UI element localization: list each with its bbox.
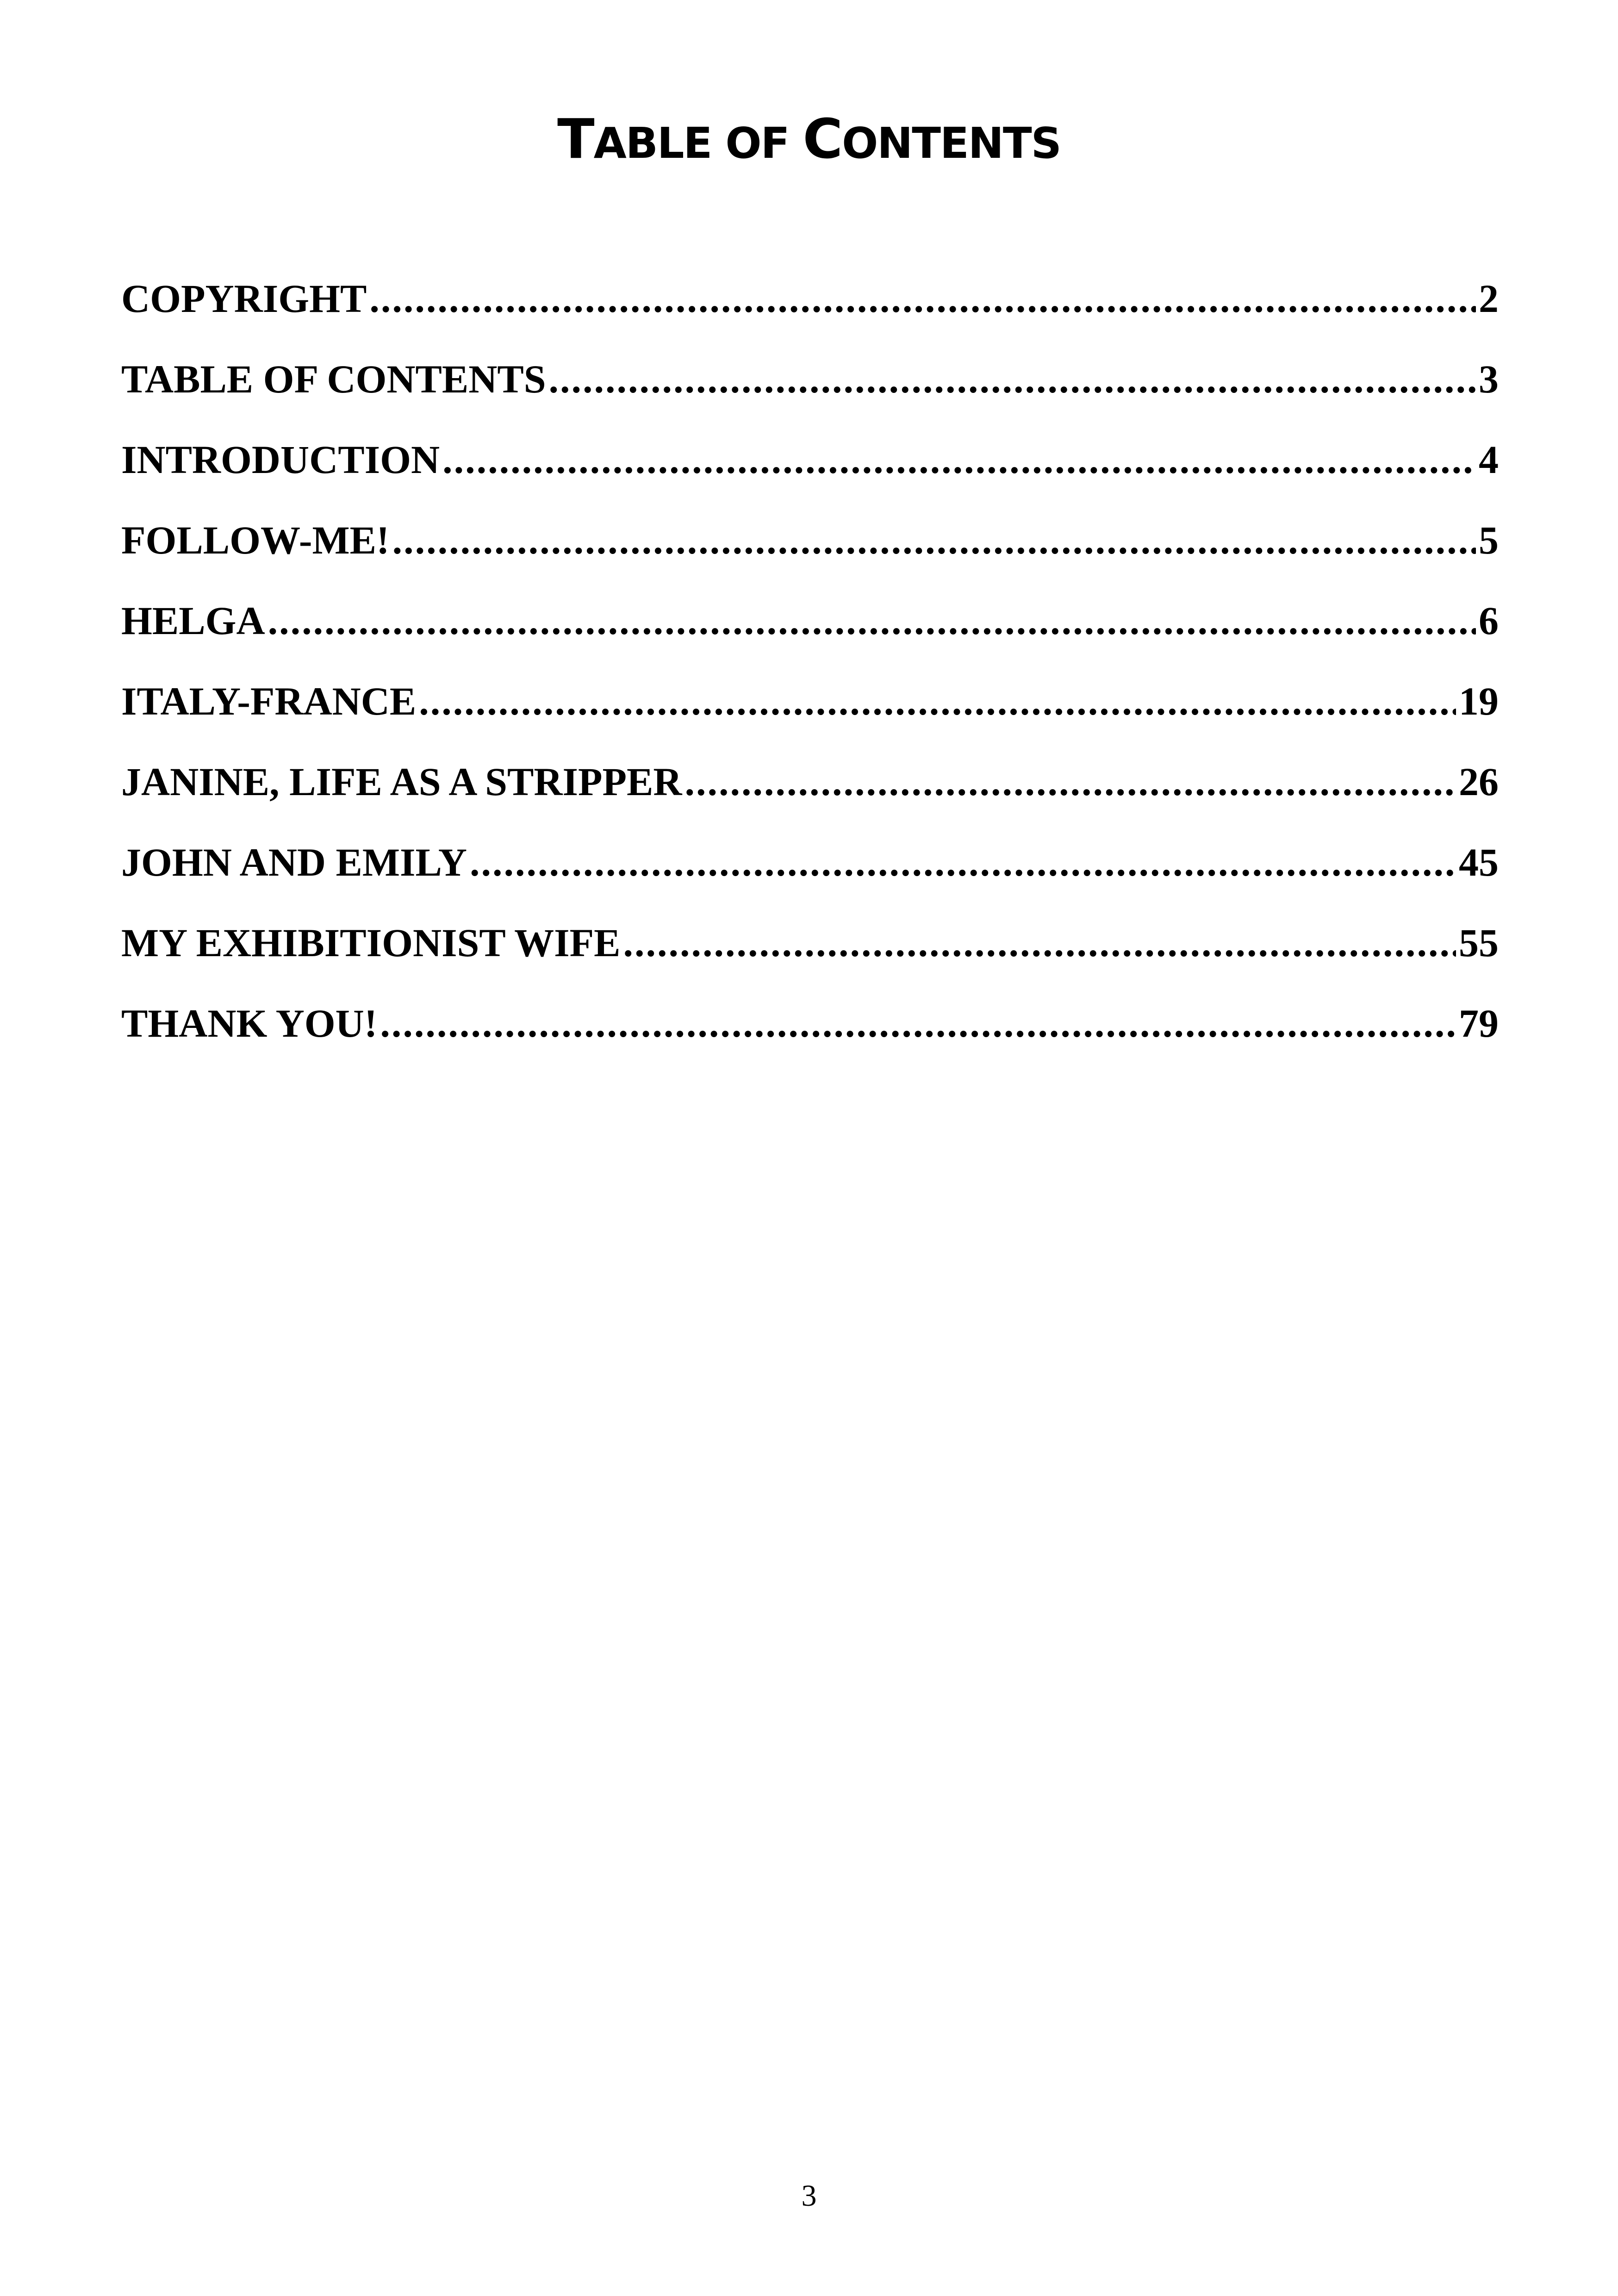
toc-entry-john-and-emily[interactable]	[121, 834, 1499, 915]
toc-entry-title: MY EXHIBITIONIST WIFE	[121, 921, 621, 965]
title-rest-ontents: ONTENTS	[842, 118, 1061, 168]
toc-entry-page: 79	[1459, 1001, 1499, 1045]
toc-entry-page: 55	[1459, 921, 1499, 965]
toc-entry-my-exhibitionist-wife[interactable]	[121, 915, 1499, 996]
toc-entry-page: 45	[1459, 840, 1499, 884]
toc-entry-follow-me[interactable]	[121, 512, 1499, 593]
toc-entry-title: ITALY-FRANCE	[121, 679, 417, 723]
title-initial-t: T	[557, 107, 594, 171]
page-title	[0, 102, 1618, 180]
toc-entry-page: 6	[1479, 598, 1499, 643]
dot-leader	[380, 996, 1456, 1051]
toc-entry-title: TABLE OF CONTENTS	[121, 357, 546, 401]
dot-leader	[369, 271, 1476, 326]
dot-leader	[549, 351, 1476, 407]
dot-leader	[470, 834, 1456, 890]
toc-entry-title: COPYRIGHT	[121, 276, 367, 321]
toc-entry-page: 26	[1459, 759, 1499, 804]
toc-entry-janine[interactable]	[121, 754, 1499, 834]
toc-entry-introduction[interactable]	[121, 432, 1499, 512]
toc-entry-italy-france[interactable]	[121, 673, 1499, 754]
dot-leader	[442, 432, 1476, 487]
toc-entry-page: 4	[1479, 437, 1499, 482]
toc-entry-page: 5	[1479, 518, 1499, 562]
toc-entry-title: INTRODUCTION	[121, 437, 440, 482]
toc-entry-copyright[interactable]	[121, 271, 1499, 351]
dot-leader	[623, 915, 1456, 971]
table-of-contents-list	[121, 271, 1499, 1076]
dot-leader	[268, 593, 1476, 648]
dot-leader	[685, 754, 1456, 809]
page-number: 3	[801, 2179, 817, 2213]
title-rest-able-of: ABLE OF	[593, 118, 803, 168]
title-initial-c: C	[803, 107, 842, 171]
toc-entry-page: 19	[1459, 679, 1499, 723]
toc-entry-title: HELGA	[121, 598, 265, 643]
toc-entry-page: 2	[1479, 276, 1499, 321]
toc-entry-helga[interactable]	[121, 593, 1499, 673]
toc-entry-page: 3	[1479, 357, 1499, 401]
toc-entry-title: JANINE, LIFE AS A STRIPPER	[121, 759, 682, 804]
toc-entry-table-of-contents[interactable]	[121, 351, 1499, 432]
toc-entry-thank-you[interactable]	[121, 996, 1499, 1076]
dot-leader	[419, 673, 1456, 729]
toc-entry-title: THANK YOU!	[121, 1001, 378, 1045]
toc-entry-title: JOHN AND EMILY	[121, 840, 467, 884]
dot-leader	[392, 512, 1476, 568]
toc-entry-title: FOLLOW-ME!	[121, 518, 390, 562]
